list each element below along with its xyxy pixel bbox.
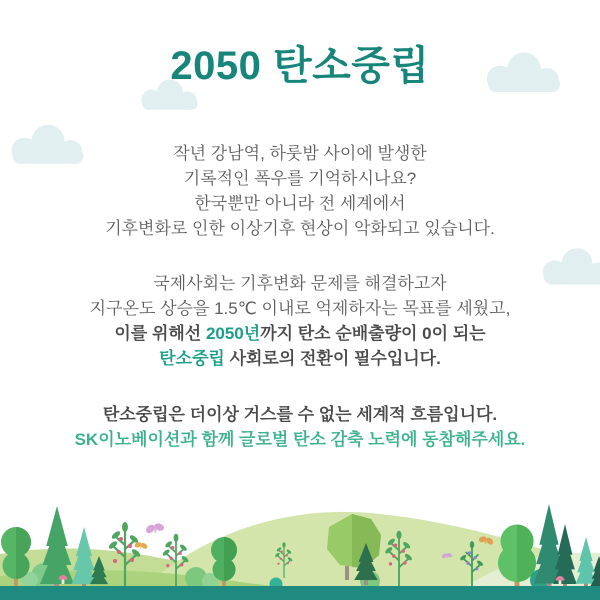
text-line: 기후변화로 인한 이상기후 현상이 악화되고 있습니다. — [105, 219, 495, 238]
text-segment: 이를 위해선 — [114, 324, 206, 343]
text-line: 한국뿐만 아니라 전 세계에서 — [194, 194, 406, 213]
text-segment: 까지 탄소 순배출량이 0이 되는 — [260, 324, 486, 343]
cta-paragraph — [0, 402, 600, 452]
goal-paragraph — [0, 271, 600, 371]
intro-paragraph — [0, 141, 600, 241]
highlight-2050: 2050년 — [205, 324, 261, 343]
page-title: 2050 탄소중립 — [170, 44, 430, 88]
text-line: 작년 강남역, 하룻밤 사이에 발생한 — [173, 144, 427, 163]
brand-cta-line: SK이노베이션과 함께 글로벌 탄소 감축 노력에 동참해주세요. — [74, 430, 526, 449]
text-line: 탄소중립은 더이상 거스를 수 없는 세계적 흐름입니다. — [102, 405, 498, 424]
highlight-carbon-neutral: 탄소중립 — [159, 349, 225, 368]
text-line — [114, 324, 485, 343]
text-line: 기록적인 폭우를 기억하시나요? — [183, 169, 417, 188]
text-line: 지구온도 상승을 1.5℃ 이내로 억제하자는 목표를 세웠고, — [89, 299, 511, 318]
text-line: 국제사회는 기후변화 문제를 해결하고자 — [153, 274, 447, 293]
text-segment: 사회로의 전환이 필수입니다. — [224, 349, 441, 368]
text-line — [159, 349, 441, 368]
